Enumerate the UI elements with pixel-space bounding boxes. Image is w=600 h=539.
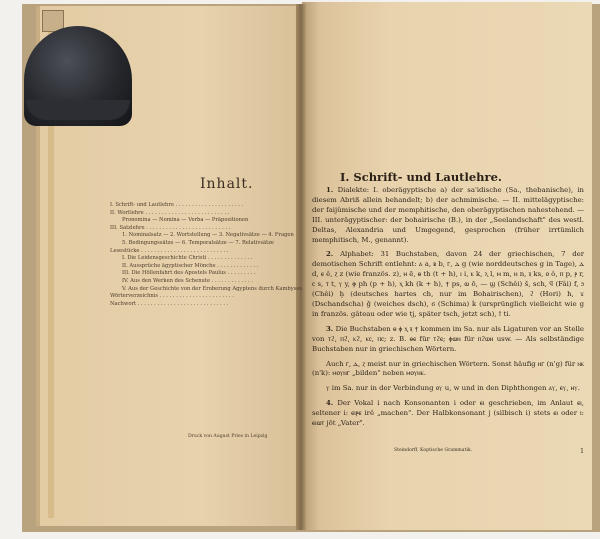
paragraph-number: 3. xyxy=(326,324,336,333)
toc-entry: I. Schrift- und Lautlehre . . . . . . . . . . . . . . . . . . . . . xyxy=(110,202,244,208)
paragraph-text: Alphabet: 31 Buchstaben, davon 24 der griechischen, 7 der demotischen Schrift entlehnt: ⲁ a, ⲃ b, ⲅ, ⲇ g (wie norddeutsches g in Tage), ⲇ d, ⲉ ĕ, ⲍ z (wie französ. z), ⲏ ē, ⲑ th (t + h), ⲓ i, ⲕ k, ⲗ l, ⲙ m, ⲛ n, ⲝ ks, ⲟ ŏ, ⲡ p, ⲣ r, ⲥ s, ⲧ t, ⲩ y, ⲫ ph (p + h), ⲭ kh (k + h), ⲯ ps, ⲱ ō, — ϣ (Schêi) š, sch, ϥ (Fâi) f, ϧ (Chêi) ḫ (deutsches hartes ch, nur im Bohairischen), ϩ (Hori) h, ϫ (Dschandscha) ǧ (weiches dsch), ϭ (Schima) ḱ (ursprünglich vielleicht wie g in französ. gâteau oder wie tj, später tsch, jetzt sch), ϯ ti. xyxy=(312,250,584,318)
toc-entry: 5. Bedingungssätze — 6. Temporalsätze — 7. Relativsätze xyxy=(122,239,275,246)
paragraph-text: Auch ⲅ, ⲇ, ⲍ meist nur in griechischen Wörtern. Sonst häufig ⲛⲅ (n'g) für ⲛⲕ (n'k): ⲙⲟⲩⲛⲅ „bilden" neben ⲙⲟⲩⲛⲕ. xyxy=(312,359,584,378)
paragraph-number: 1. xyxy=(326,186,338,194)
toc-entry: Lesestücke . . . . . . . . . . . . . . . . . . . . . . . . . . . xyxy=(110,247,229,254)
toc-entry: II. Wortlehre . . . . . . . . . . . . . . . . . . . . . . . . . . xyxy=(110,209,230,216)
paragraph xyxy=(312,186,584,245)
paragraph xyxy=(312,384,584,394)
chapter-title: I. Schrift- und Lautlehre. xyxy=(340,170,502,184)
paragraph-text: Der Vokal i nach Konsonanten i oder ⲉⲓ geschrieben, im Anlaut ⲉⲓ, seltener i: ⲉⲓⲣⲉ irĕ „machen". Der Halbkonsonant j (silbisch i) stets ⲉⲓ oder ⲓ: ⲉⲓⲱⲧ jōt „Vater". xyxy=(312,399,584,428)
paragraph-number: 2. xyxy=(326,250,341,259)
toc-entry: Nachwort . . . . . . . . . . . . . . . . . . . . . . . . . . . . xyxy=(110,300,229,307)
paragraph xyxy=(312,360,584,380)
toc-entry: Wörterverzeichnis . . . . . . . . . . . . . . . . . . . . . . . xyxy=(110,293,234,300)
printer-line: Druck von August Pries in Leipzig xyxy=(188,434,268,439)
paperweight-rim xyxy=(26,100,130,120)
page-footer xyxy=(394,448,584,453)
toc-entry: V. Aus der Geschichte von der Eroberung Ägyptens durch Kambyses xyxy=(122,285,303,292)
toc-entry: III. Die Höllenfahrt des Apostels Paulus . . . . . . . . . xyxy=(122,270,256,277)
footer-signature: Steindorff, Koptische Grammatik. xyxy=(394,448,473,453)
paragraph-number: 4. xyxy=(326,399,338,408)
toc-entry: II. Aussprüche ägyptischer Mönche . . . . . . . . . . . . . xyxy=(122,262,259,269)
paragraph xyxy=(312,250,584,319)
toc-entry: 1. Nominalsatz — 2. Wortstellung — 3. Negativsätze — 4. Fragen xyxy=(122,232,294,239)
toc-entry: III. Satzlehre . . . . . . . . . . . . . . . . . . . . . . . . . . xyxy=(110,224,231,231)
paragraph-text: ⲩ im Sa. nur in der Verbindung ⲟⲩ u, w und in den Diphthongen ⲁⲩ, ⲉⲩ, ⲏⲩ. xyxy=(326,384,580,393)
toc-entry: IV. Aus den Werken des Schenute . . . . . . . . . . . . . xyxy=(122,277,253,284)
chapter-body xyxy=(312,186,584,434)
toc-title: Inhalt. xyxy=(200,176,254,192)
paragraph-text: Dialekte: I. oberägyptische a) der sa'idische (Sa., thebanische), in diesem Abriß allein behandelt; b) der achmimische. — II. mittelägyptische: der faijûmische und der memphitische, den oberägyptischen nahestehend. — III. unterägyptischer: der bohairische (B.), in der „Seelandschaft" des westl. Deltas, Alexandria und Umgegend, gesprochen (früher irrtümlich memphitisch, M., genannt). xyxy=(312,186,584,244)
table-of-contents xyxy=(110,202,310,308)
toc-entry: Pronomina — Nomina — Verba — Präpositionen xyxy=(122,217,249,224)
toc-entry: I. Die Leidensgeschichte Christi . . . . . . . . . . . . . . xyxy=(122,255,253,262)
page-number: 1 xyxy=(580,448,584,455)
paragraph xyxy=(312,325,584,355)
paragraph xyxy=(312,399,584,429)
paragraph-text: Die Buchstaben ⲑ ⲫ ⲭ ⲝ ⲯ kommen im Sa. nur als Ligaturen vor an Stelle von ⲧϩ, ⲡϩ, ⲕϩ, ⲕⲥ, ⲡⲥ; z. B. ⲑⲉ für ⲧϩⲉ; ⲫⲱⲛ für ⲡϩⲱⲛ usw. — Als selbständige Buchstaben nur in griechischen Wörtern. xyxy=(312,324,584,353)
